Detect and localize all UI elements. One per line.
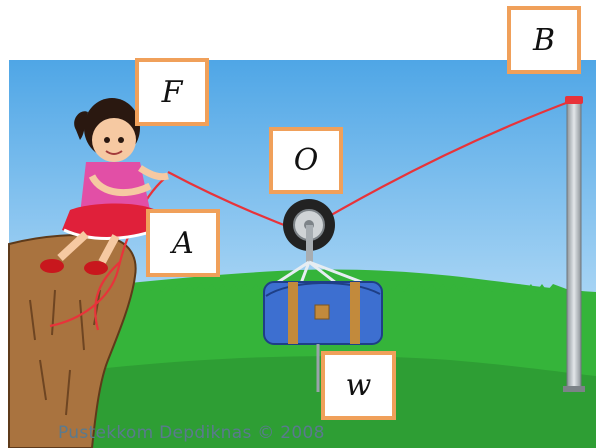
pole [567,100,581,390]
label-anchor-b: B [507,6,581,74]
label-weight: w [321,351,396,420]
hanger [306,225,313,265]
label-pulley: O [269,127,343,194]
chest-band [288,282,298,344]
label-force: F [135,58,209,126]
pole-base [563,386,585,392]
chest-lock [315,305,329,319]
chest-band [350,282,360,344]
label-anchor-a: A [146,209,220,277]
credit-text: Pustekkom Depdiknas © 2008 [58,423,325,443]
